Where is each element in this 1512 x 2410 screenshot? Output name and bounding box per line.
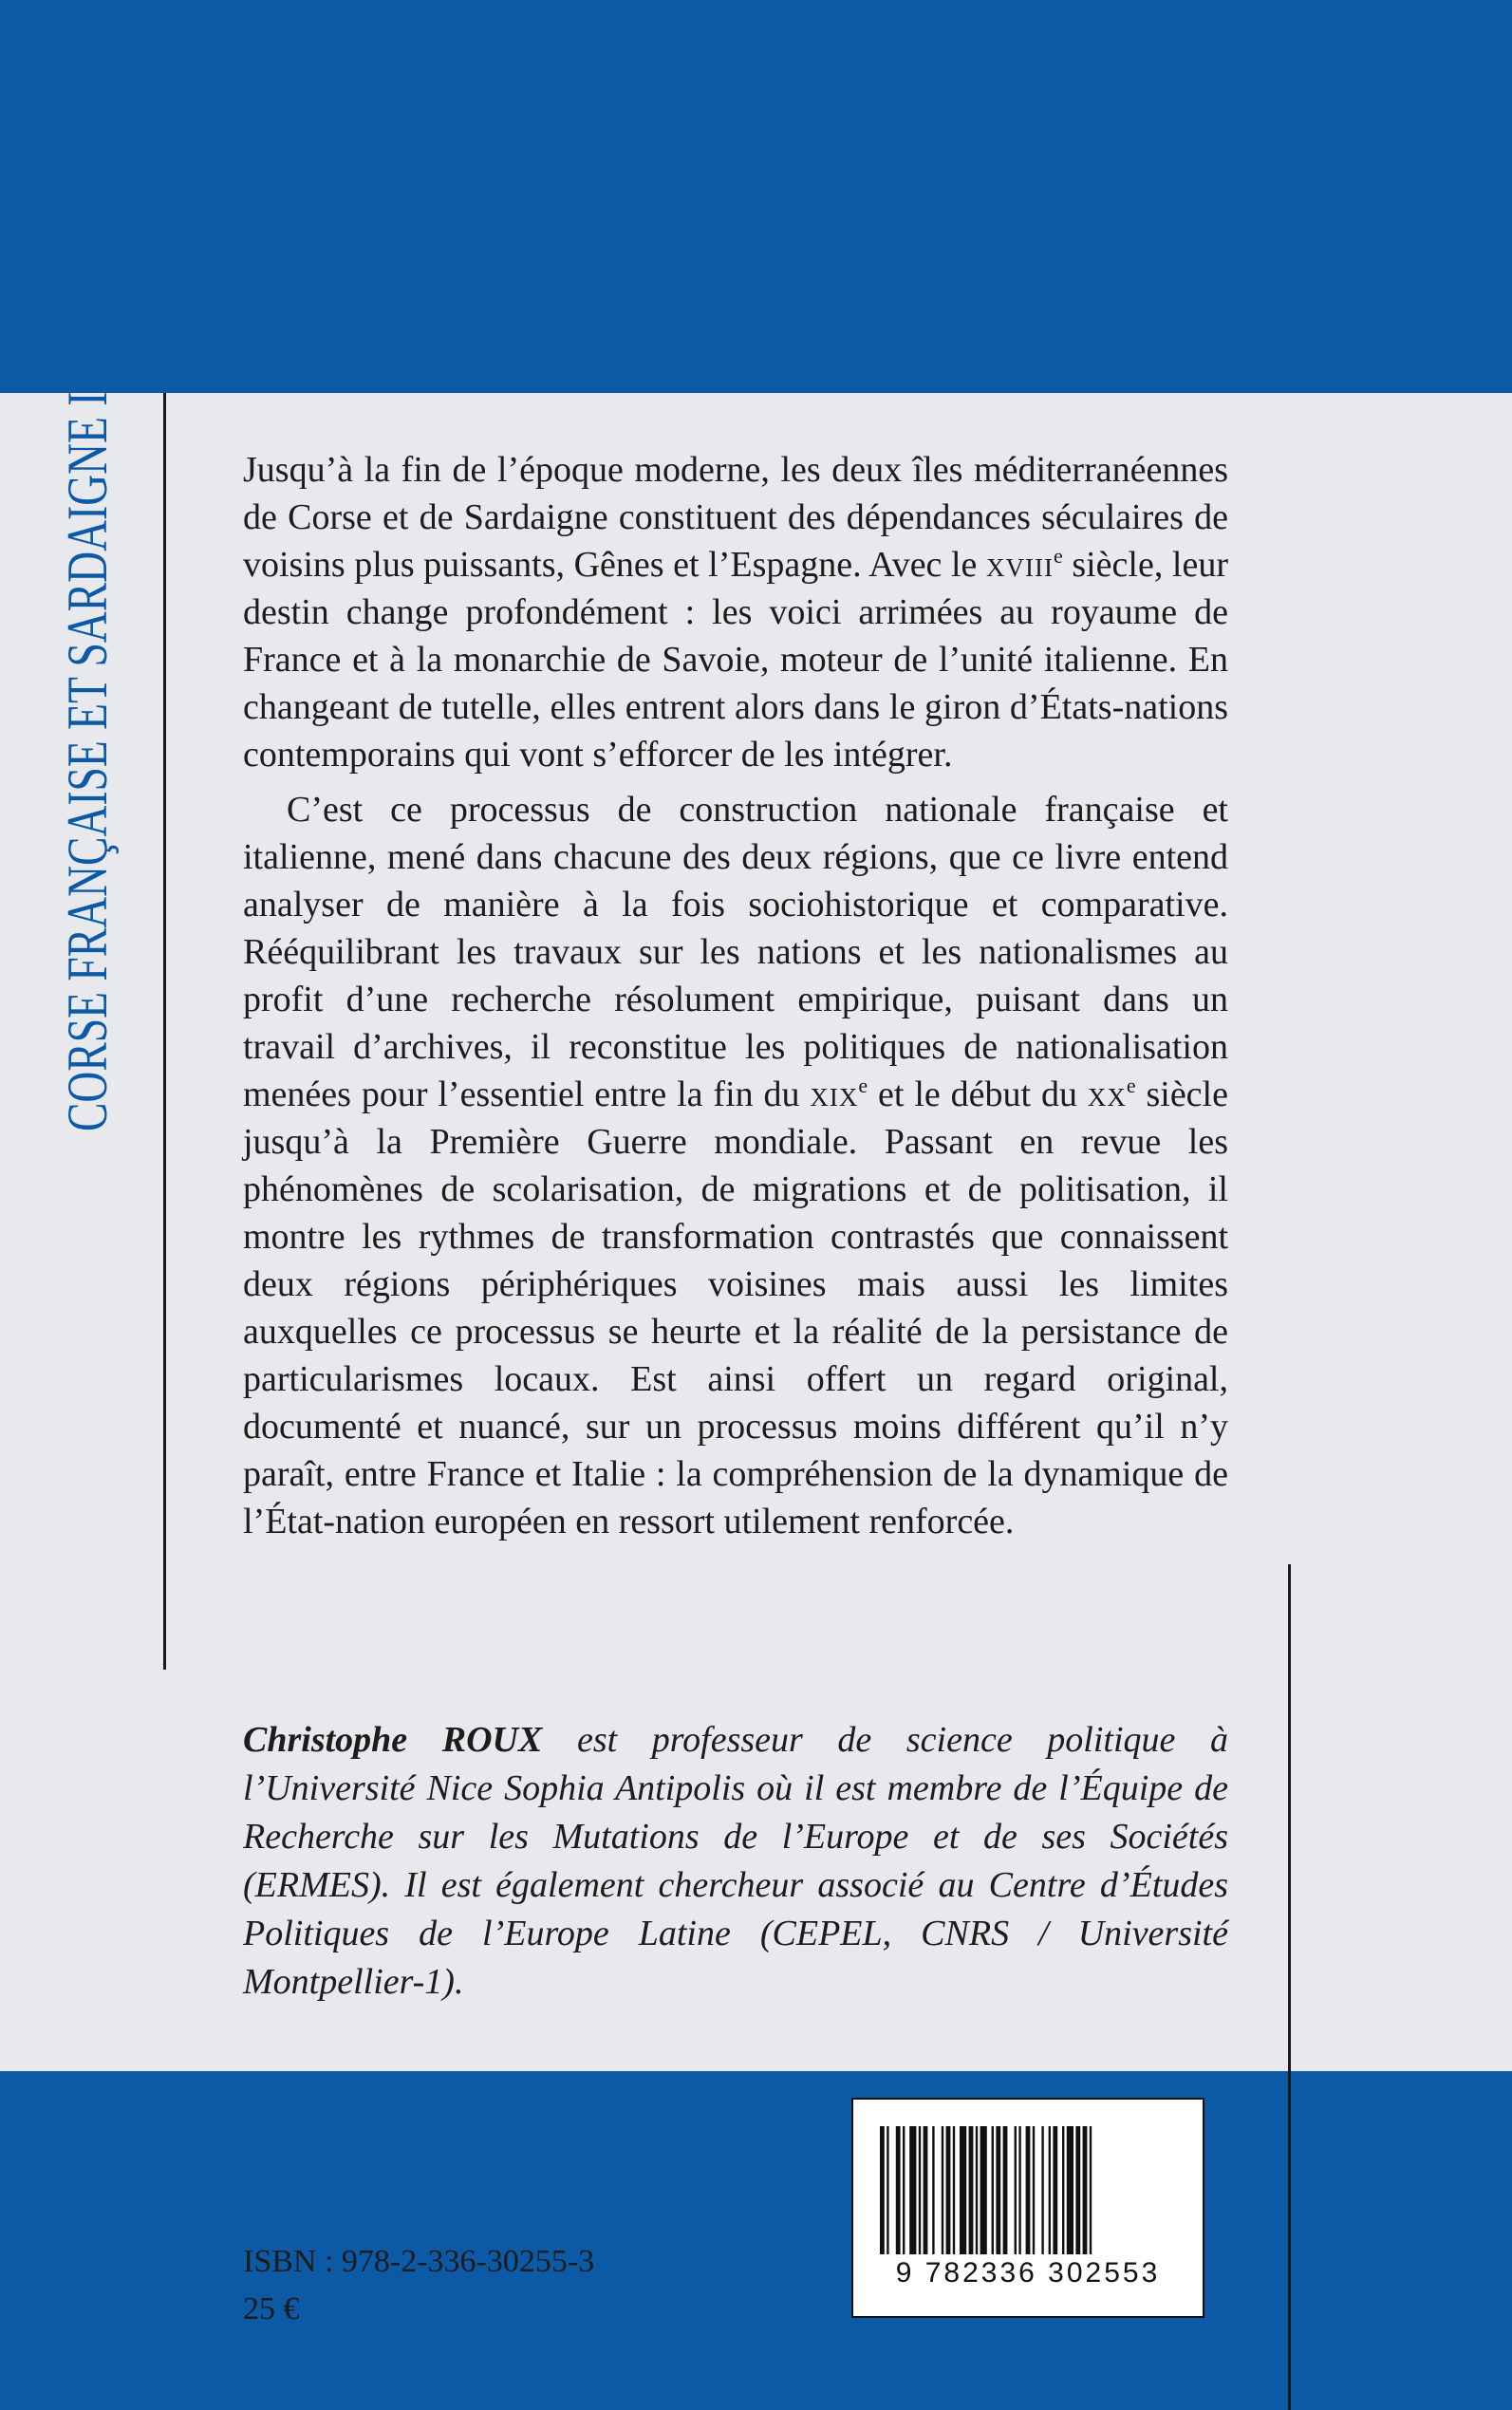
barcode-bar xyxy=(932,2126,934,2254)
text-run: siècle jusqu’à la Première Guerre mondiale. Passant en revue les phénomènes de scolarisation, de migrations et de politisation, il montre les rythmes de transformation contrastés que connaissent deux régions périphériques voisines mais aussi les limites auxquelles ce processus se heurte et la réalité de la persistance de particularismes locaux. Est ainsi offert un regard original, documenté et nuancé, sur un processus moins différent qu’il n’y paraît, entre France et Italie : la compréhension de la dynamique de l’État-nation européen en ressort utilement renforcée. xyxy=(243,1074,1228,1541)
barcode-bar xyxy=(1049,2126,1051,2254)
barcode xyxy=(851,2098,1204,2318)
barcode-bar xyxy=(1003,2126,1008,2254)
barcode-bar xyxy=(996,2126,1000,2254)
century-numeral: xx xyxy=(1087,1074,1127,1114)
barcode-bar xyxy=(1083,2126,1088,2254)
barcode-bar xyxy=(980,2126,987,2254)
barcode-bar xyxy=(909,2126,916,2254)
bottom-color-band xyxy=(0,2071,1512,2410)
price: 25 € xyxy=(243,2291,300,2326)
century-numeral: xviii xyxy=(986,545,1054,585)
description-paragraph-1 xyxy=(243,446,1228,778)
barcode-bar xyxy=(1062,2126,1064,2254)
author-bio-text: est professeur de science politique à l’Université Nice Sophia Antipolis où il est membre de l’Équipe de Recherche sur les Mutations de l’Europe et de ses Sociétés (ERMES). Il est également chercheur associé au Centre d’Études Politiques de l’Europe Latine (CEPEL, CNRS / Université Montpellier-1). xyxy=(243,1720,1228,2002)
barcode-digits: 9 782336 302553 xyxy=(895,2257,1161,2289)
back-cover-description xyxy=(243,446,1228,1545)
superscript: e xyxy=(858,1074,868,1097)
text-run: Jusqu’à la fin de l’époque moderne, les deux îles méditerranéennes de Corse et de Sardaigne constituent des dépendances séculaires de voisins plus puissants, Gênes et l’Espagne. Avec le xyxy=(243,450,1228,585)
spine-title-text: CORSE FRANÇAISE ET SARDAIGNE ITALIENNE xyxy=(56,180,119,1131)
description-paragraph-2 xyxy=(243,786,1228,1545)
century-numeral: xix xyxy=(810,1074,859,1114)
barcode-bar xyxy=(896,2126,901,2254)
barcode-bars xyxy=(880,2126,1176,2254)
vertical-rule-left xyxy=(163,393,166,1670)
barcode-bar xyxy=(1067,2126,1073,2254)
text-run: siècle, leur destin change profondément : les voici arrimées au royaume de France et à la monarchie de Savoie, moteur de l’unité italienne. En changeant de tutelle, elles entrent alors dans le giron d’États-nations contemporains qui vont s’efforcer de les intégrer. xyxy=(243,545,1228,775)
barcode-bar xyxy=(903,2126,905,2254)
vertical-rule-right xyxy=(1288,1564,1291,2410)
superscript: e xyxy=(1053,544,1063,568)
barcode-bar xyxy=(1018,2126,1020,2254)
text-run: et le début du xyxy=(868,1074,1088,1114)
barcode-bar xyxy=(1075,2126,1080,2254)
top-color-band xyxy=(0,0,1512,393)
barcode-bar xyxy=(969,2126,974,2254)
barcode-bar xyxy=(953,2126,955,2254)
text-run: C’est ce processus de construction nationale française et italienne, mené dans chacune des deux régions, que ce livre entend analyser de manière à la fois sociohistorique et comparative. Rééquilibrant les travaux sur les nations et les nationalismes au profit d’une recherche résolument empirique, puisant dans un travail d’archives, il reconstitue les politiques de nationalisation menées pour l’essentiel entre la fin du xyxy=(243,790,1228,1114)
barcode-bar xyxy=(1053,2126,1057,2254)
author-name: Christophe ROUX xyxy=(243,1720,543,1760)
barcode-bar xyxy=(919,2126,921,2254)
barcode-bar xyxy=(887,2126,888,2254)
barcode-bar xyxy=(946,2126,951,2254)
barcode-bar xyxy=(924,2126,928,2254)
barcode-bar xyxy=(1026,2126,1031,2254)
barcode-bar xyxy=(1033,2126,1035,2254)
barcode-bar xyxy=(1015,2126,1017,2254)
barcode-bar xyxy=(992,2126,994,2254)
superscript: e xyxy=(1126,1074,1136,1097)
barcode-bar xyxy=(880,2126,885,2254)
barcode-bar xyxy=(1090,2126,1092,2254)
barcode-bar xyxy=(960,2126,966,2254)
barcode-bar xyxy=(942,2126,943,2254)
author-bio xyxy=(243,1716,1228,2007)
isbn-number: ISBN : 978-2-336-30255-3 xyxy=(243,2244,595,2279)
barcode-bar xyxy=(976,2126,978,2254)
barcode-bar xyxy=(1041,2126,1043,2254)
